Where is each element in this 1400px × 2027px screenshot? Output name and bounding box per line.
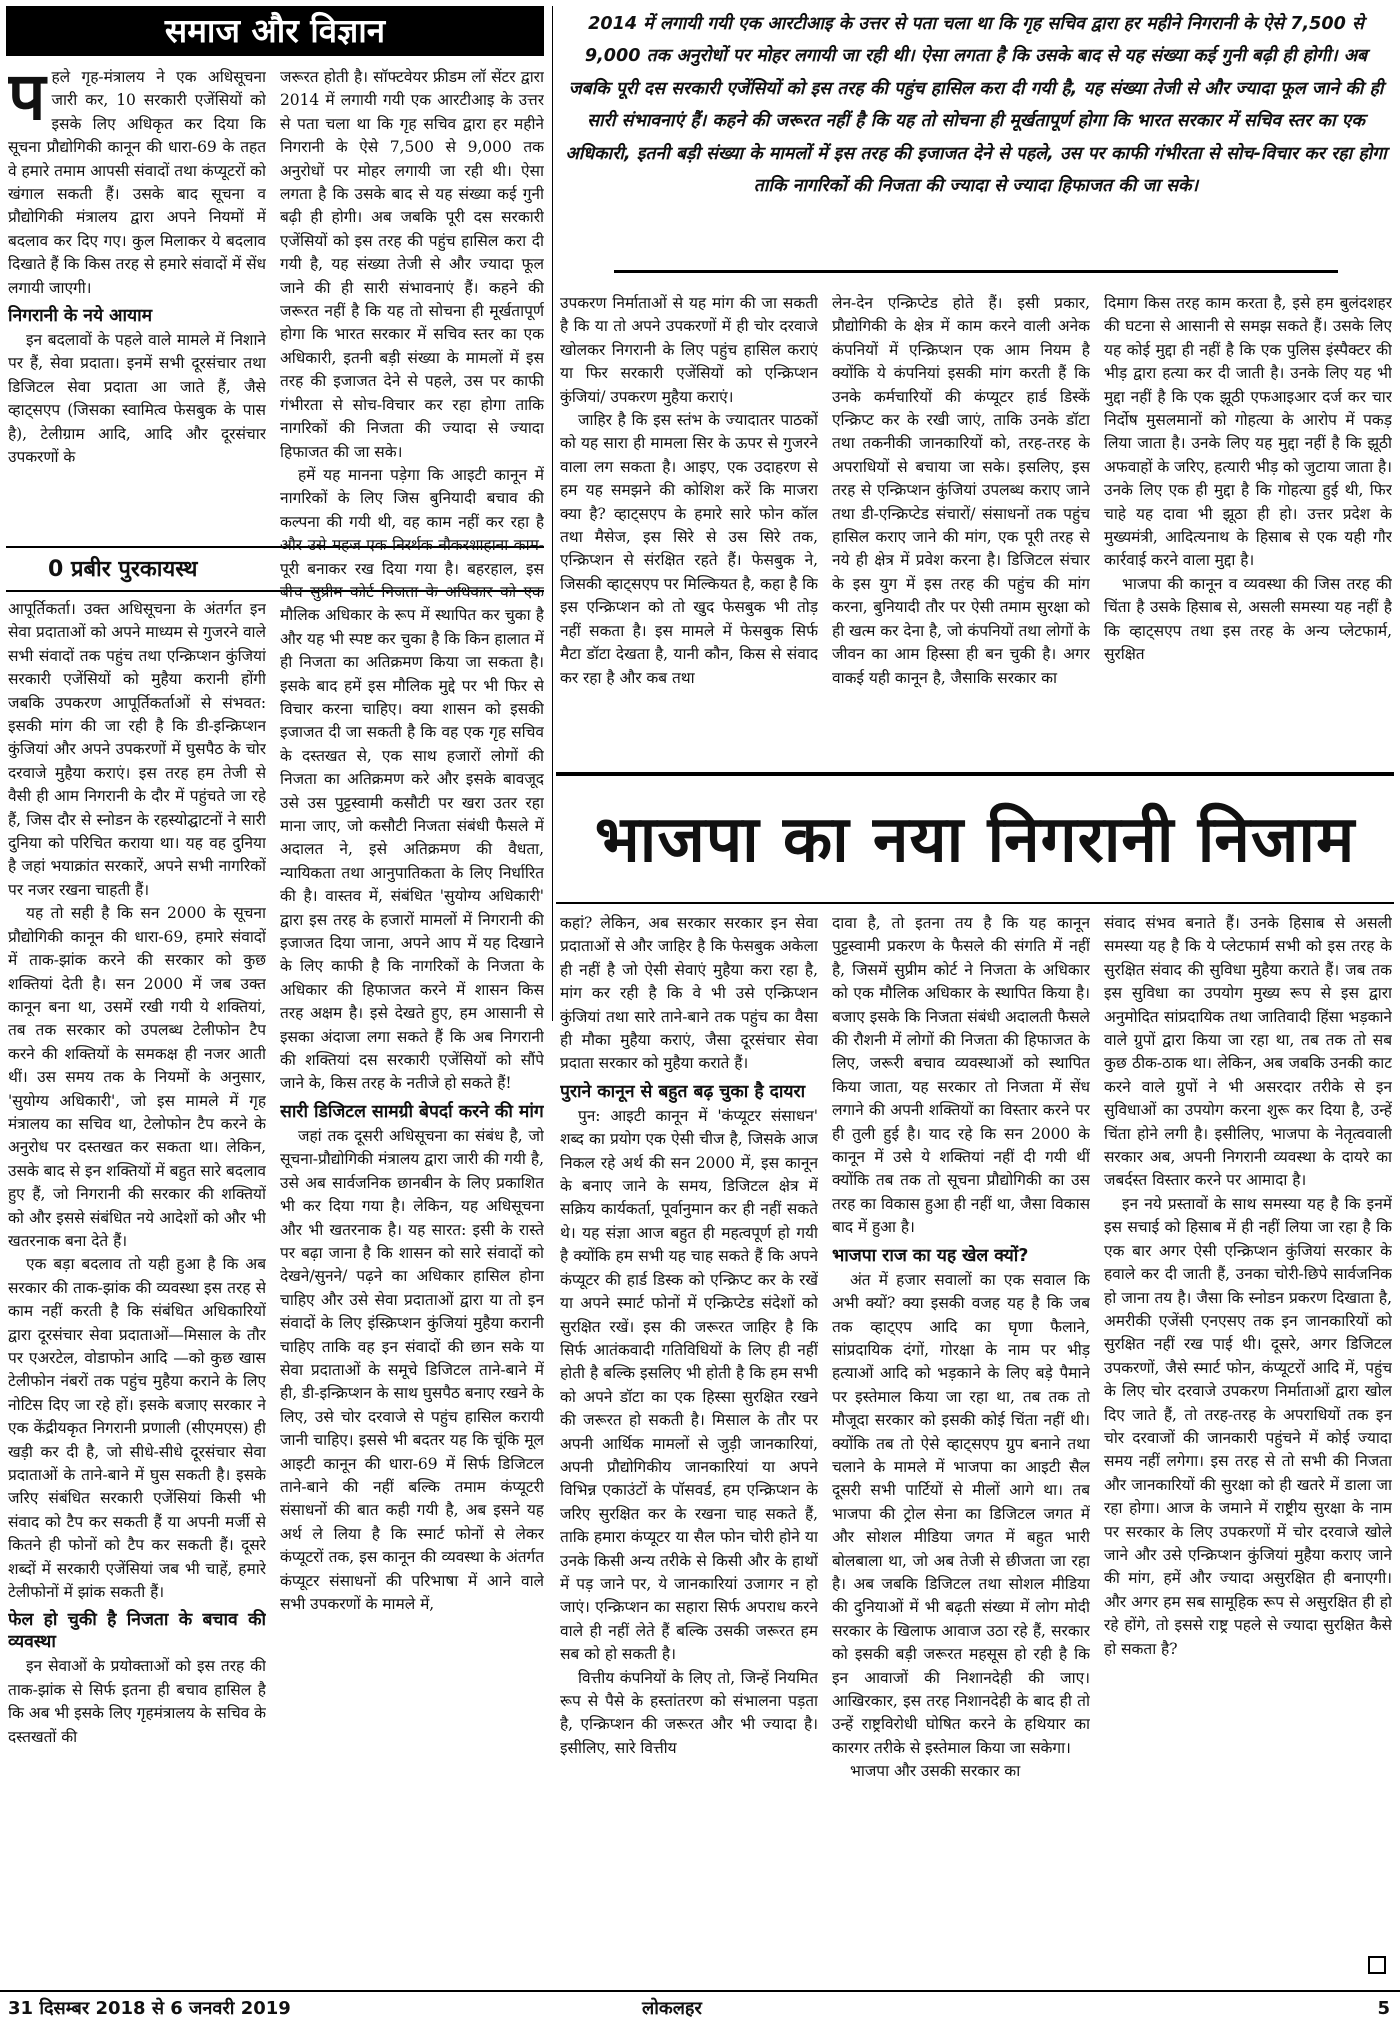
page-footer — [0, 1994, 1400, 2027]
paragraph: संवाद संभव बनाते हैं। उनके हिसाब से असली समस्या यह है कि ये प्लेटफार्म सभी को इस तरह के सुरक्षित संवाद की सुविधा मुहैया कराते हैं। जब तक इस सुविधा का उपयोग मुख्य रूप से इस द्वारा अनुमोदित सांप्रदायिक तथा जातिवादी हिंसा भड़काने वाले ग्रुपों द्वारा किया जा रहा था, तब तक तो सब कुछ ठीक-ठाक था। लेकिन, अब जबकि उनकी काट करने वाले ग्रुपों ने भी असरदार तरीके से इन सुविधाओं का उपयोग करना शुरू कर दिया है, उन्हें चिंता होने लगी है। इसीलिए, भाजपा के नेतृत्ववाली सरकार अब, अपनी निगरानी व्यवस्था के दायरे का जबर्दस्त विस्तार करने पर आमादा है। — [1104, 914, 1392, 1190]
paragraph: दिमाग किस तरह काम करता है, इसे हम बुलंदशहर की घटना से आसानी से समझ सकते हैं। उसके लिए यह कोई मुद्दा ही नहीं है कि एक पुलिस इंस्पैक्टर की भीड़ द्वारा हत्या कर दी जाती है। उनके लिए यह भी मुद्दा नहीं है कि एक झूठी एफआइआर दर्ज कर चार निर्दोष मुसलमानों को गोहत्या के आरोप में पकड़ लिया जाता है। उनके लिए यह मुद्दा नहीं है कि झूठी अफवाहों के जरिए, हत्यारी भीड़ को जुटाया जाता है। उनके लिए एक ही मुद्दा है कि गोहत्या हुई थी, फिर चाहे यह दावा भी झूठा ही हो। उत्तर प्रदेश के मुख्यमंत्री, आदित्यनाथ के हिसाब से एक यही गौर कार्रवाई करने वाला मुद्दा है। — [1104, 294, 1392, 570]
dropcap: प — [8, 66, 46, 135]
subheading: पुराने कानून से बहुत बढ़ चुका है दायरा — [560, 1081, 806, 1102]
byline: 0 प्रबीर पुरकायस्थ — [48, 557, 198, 582]
article-column-3-bottom — [560, 912, 818, 1988]
divider-rule — [556, 772, 1394, 776]
divider-rule — [556, 902, 1394, 904]
paragraph: यह तो सही है कि सन 2000 के सूचना प्रौद्योगिकी कानून की धारा-69, हमारे संवादों में ताक-झांक करने की सरकार को कुछ शक्तियां देती है। सन 2000 में जब उक्त कानून बना था, उसमें रखी गयी ये शक्तियां, तब तक सरकार को उपलब्ध टेलीफोन टैप करने की शक्तियों के समकक्ष ही नजर आती थीं। उस समय तक के नियमों के अनुसार, 'सुयोग्य अधिकारी', जो इस मामले में गृह मंत्रालय का सचिव था, टेलोफोन टैप करने के अनुरोध पर दस्तखत कर सकता था। लेकिन, उसके बाद से इन शक्तियों में बहुत सारे बदलाव हुए हैं, जो निगरानी की सरकार की शक्तियों को और इससे संबंधित नये आदेशों को और भी खतरनाक बना देते हैं। — [8, 904, 266, 1250]
paragraph: हमें यह मानना पड़ेगा कि आइटी कानून में नागरिकों के लिए जिस बुनियादी बचाव की कल्पना की गयी थी, वह काम नहीं कर रहा है और उसे महज एक निरर्थक नौकरशाहाना काम-पूरी बनाकर रख दिया गया है। बहरहाल, इस बीच सुप्रीम कोर्ट निजता के अधिकार को एक मौलिक अधिकार के रूप में स्थापित कर चुका है और यह भी स्पष्ट कर चुका है कि किन हालात में ही निजता का अतिक्रमण किया जा सकता है। इसके बाद हमें इस मौलिक मुद्दे पर भी फिर से विचार करना चाहिए। क्या शासन को इसकी इजाजत दी जा सकती है कि वह एक गृह सचिव के दस्तखत से, एक साथ हजारों लोगों की निजता का अतिक्रमण करे और इसके बावजूद उसे उस पुट्टस्वामी कसौटी पर खरा उतर रहा माना जाए, जो कसौटी निजता संबंधी फैसले में अदालत ने, इसे अतिक्रमण की वैधता, न्यायिकता तथा आनुपातिकता के लिए निर्धारित की है। वास्तव में, संबंधित 'सुयोग्य अधिकारी' द्वारा इस तरह के हजारों मामलों में निगरानी की इजाजत दिया जाना, अपने आप में यह दिखाने के लिए काफी है कि नागरिकों के निजता के अधिकार की हिफाजत करने में शासन किस तरह अक्षम है। इसे देखते हुए, हम आसानी से इसका अंदाजा लगा सकते हैं कि अब निगरानी की शक्तियां दस सरकारी एजेंसियों को सौंपे जाने के, किस तरह के नतीजे हो सकते हैं! — [280, 465, 544, 1093]
paragraph: उपकरण निर्माताओं से यह मांग की जा सकती है कि या तो अपने उपकरणों में ही चोर दरवाजे खोलकर निगरानी के लिए पहुंच हासिल कराएं या फिर सरकारी एजेंसियों को एन्क्रिप्शन कुंजियां/ उपकरण मुहैया कराएं। — [560, 294, 818, 406]
subheading: भाजपा राज का यह खेल क्यों? — [832, 1245, 1029, 1266]
paragraph: इन सेवाओं के प्रयोक्ताओं को इस तरह की ताक-झांक से सिर्फ इतना ही बचाव हासिल है कि अब भी इसके लिए गृहमंत्रालय के सचिव के दस्तखतों की — [8, 1657, 266, 1746]
article-column-1-top — [8, 66, 266, 542]
paragraph: वित्तीय कंपनियों के लिए तो, जिन्हें नियमित रूप से पैसे के हस्तांतरण को संभालना पड़ता है, एन्क्रिप्शन की जरूरत और भी ज्यादा है। इसीलिए, सारे वित्तीय — [560, 1668, 818, 1757]
paragraph: लेन-देन एन्क्रिप्टेड होते हैं। इसी प्रकार, प्रौद्योगिकी के क्षेत्र में काम करने वाली अनेक कंपनियों में एन्क्रिप्शन एक आम नियम है क्योंकि ये कंपनियां इसकी मांग करती हैं कि उनके कर्मचारियों की कंप्यूटर हार्ड डिस्कें एन्क्रिप्ट कर के रखी जाएं, ताकि उनके डॉटा तथा तकनीकी जानकारियों को, तरह-तरह के अपराधियों से बचाया जा सके। इसलिए, इस तरह से एन्क्रिप्शन कुंजियां उपलब्ध कराए जाने तथा डी-एन्क्रिप्टेड संचारों/ संसाधनों तक पहुंच हासिल कराए जाने की मांग, एक पूरी तरह से नये ही क्षेत्र में प्रवेश करना है। डिजिटल संचार के इस युग में इस तरह की पहुंच की मांग करना, बुनियादी तौर पर ऐसी तमाम सुरक्षा को ही खत्म कर देना है, जो कंपनियों तथा लोगों के जीवन का आम हिस्सा ही बन चुकी है। अगर वाकई यही कानून है, जैसाकि सरकार का — [832, 294, 1090, 687]
paragraph: आपूर्तिकर्ता। उक्त अधिसूचना के अंतर्गत इन सेवा प्रदाताओं को अपने माध्यम से गुजरने वाले सभी संवादों तक पहुंच तथा एन्क्रिप्शन कुंजियां सरकारी एजेंसियों को मुहैया करानी होंगी जबकि उपकरण आपूर्तिकर्ताओं से संभवत: इसकी मांग की जा रही है कि डी-इन्क्रिप्शन कुंजियां और अपने उपकरणों में घुसपैठ के चोर दरवाजे मुहैया कराएं। इस तरह हम तेजी से वैसी ही आम निगरानी के दौर में पहुंचते जा रहे हैं, जिस दौर से स्नोडन के रहस्योद्घाटनों ने सारी दुनिया को परिचित कराया था। यह वह दुनिया है जहां भयाक्रांत सरकारें, अपने सभी नागरिकों पर नजर रखना चाहती हैं। — [8, 600, 266, 899]
article-column-3-top — [560, 292, 818, 764]
paragraph: जहां तक दूसरी अधिसूचना का संबंध है, जो सूचना-प्रौद्योगिकी मंत्रालय द्वारा जारी की गयी है, उसे अब सार्वजनिक छानबीन के लिए प्रकाशित भी कर दिया गया है। लेकिन, यह अधिसूचना और भी खतरनाक है। यह सारत: इसी के रास्ते पर बढ़ा जाना है कि शासन को सारे संवादों को देखने/सुनने/ पढ़ने का अधिकार हासिल होना चाहिए और उसे सेवा प्रदाताओं द्वारा या तो इन संवादों के लिए इंस्क्रिप्शन कुंजियां मुहैया करानी चाहिए ताकि वह इन संवादों की छान सके या सेवा प्रदाताओं के समूचे डिजिटल ताने-बाने में ही, डी-इन्क्रिप्शन के साथ घुसपैठ बनाए रखने के लिए, उसे चोर दरवाजे से पहुंच हासिल करायी जानी चाहिए। इससे भी बदतर यह कि चूंकि मूल आइटी कानून की धारा-69 में सिर्फ डिजिटल ताने-बाने की नहीं बल्कि तमाम कंप्यूटरी संसाधनों की बात कही गयी है, अब इसने यह अर्थ ले लिया है कि स्मार्ट फोनों से लेकर कंप्यूटरों तक, इस कानून की व्यवस्था के अंतर्गत कंप्यूटर संसाधनों की परिभाषा में आने वाले सभी उपकरणों के मामले में, — [280, 1126, 544, 1613]
publication-name: लोकलहर — [642, 1998, 702, 2019]
article-column-5-bottom — [1104, 912, 1392, 1952]
article-column-4-top — [832, 292, 1090, 764]
pull-quote: 2014 में लगायी गयी एक आरटीआइ के उत्तर से पता चला था कि गृह सचिव द्वारा हर महीने निगरानी के ऐसे 7,500 से 9,000 तक अनुरोधों पर मोहर लगायी जा रही थी। ऐसा लगता है कि उसके बाद से यह संख्या कई गुनी बढ़ी ही होगी। अब जबकि पूरी दस सरकारी एजेंसियों को इस तरह की पहुंच हासिल करा दी गयी है, यह संख्या तेजी से और ज्यादा फूल जाने की ही सारी संभावनाएं हैं। कहने की जरूरत नहीं है कि यह तो सोचना ही मूर्खतापूर्ण होगा कि भारत सरकार में सचिव स्तर का एक अधिकारी, इतनी बड़ी संख्या के मामलों में इस तरह की इजाजत देने से पहले, उस पर काफी गंभीरता से सोच-विचार कर रहा होगा ताकि नागरिकों की निजता की ज्यादा से ज्यादा हिफाजत की जा सके। — [565, 14, 1387, 197]
paragraph: जाहिर है कि इस स्तंभ के ज्यादातर पाठकों को यह सारा ही मामला सिर के ऊपर से गुजरने वाला लग सकता है। आइए, एक उदाहरण से हम यह समझने की कोशिश करें कि माजरा क्या है? व्हाट्सएप के हमारे सारे फोन कॉल तथा मैसेज, इस सिरे से उस सिरे तक, एन्क्रिप्शन से संरक्षित रहते हैं। फेसबुक ने, जिसकी व्हाट्सएप पर मिल्कियत है, कहा है कि इस एन्क्रिप्शन को तो खुद फेसबुक भी तोड़ नहीं सकता है। इस मामले में फेसबुक सिर्फ मैटा डॉटा देखता है, यानी कौन, किस से संवाद कर रहा है और कब तथा — [560, 411, 818, 687]
page-number: 5 — [1377, 1998, 1390, 2019]
paragraph: अंत में हजार सवालों का एक सवाल कि अभी क्यों? क्या इसकी वजह यह है कि जब तक व्हाट्एप आदि का घृणा फैलाने, सांप्रदायिक दंगों, गोरक्षा के नाम पर भीड़ हत्याओं आदि को भड़काने के लिए बड़े पैमाने पर इस्तेमाल किया जा रहा था, तब तक तो मौजूदा सरकार को इसकी कोई चिंता नहीं थी। क्योंकि तब तो ऐसे व्हाट्सएप ग्रुप बनाने तथा चलाने के मामले में भाजपा का आइटी सैल दूसरी सभी पार्टियों से मीलों आगे था। तब भाजपा की ट्रोल सेना का डिजिटल जगत में और सोशल मीडिया जगत में बहुत भारी बोलबाला था, जो अब तेजी से छीजता जा रहा है। अब जबकि डिजिटल तथा सोशल मीडिया की दुनियाओं में भी बढ़ती संख्या में लोग मोदी सरकार के खिलाफ आवाज उठा रहे हैं, सरकार को इसकी बड़ी जरूरत महसूस हो रही है कि इन आवाजों की निशानदेही की जाए। आखिरकार, इस तरह निशानदेही के बाद ही तो उन्हें राष्ट्रविरोधी घोषित करने के हथियार का कारगर तरीके से इस्तेमाल किया जा सकेगा। — [832, 1270, 1090, 1757]
end-mark-icon — [1368, 1956, 1386, 1974]
footer-rule — [0, 1990, 1400, 1992]
subheading: निगरानी के नये आयाम — [8, 306, 152, 327]
paragraph: इन नये प्रस्तावों के साथ समस्या यह है कि इनमें इस सचाई को हिसाब में ही नहीं लिया जा रहा है कि एक बार अगर ऐसी एन्क्रिप्शन कुंजियां सरकार के हवाले कर दी जाती हैं, उनका चोरी-छिपे सार्वजनिक हो जाना तय है। जैसा कि स्नोडन प्रकरण दिखाता है, अमरीकी एजेंसी एनएसए तक इन जानकारियों को सुरक्षित नहीं रख पाई थी। दूसरे, अगर डिजिटल उपकरणों, जैसे स्मार्ट फोन, कंप्यूटरों आदि में, पहुंच के लिए चोर दरवाजे उपकरण निर्माताओं द्वारा खोल दिए जाते हैं, तो तरह-तरह के अपराधियों तक इन चोर दरवाजों की जानकारी पहुंचने में कोई ज्यादा समय नहीं लगेगा। इस तरह से तो सभी की निजता और जानकारियों की सुरक्षा को ही खतरे में डाला जा रहा होगा। आज के जमाने में राष्ट्रीय सुरक्षा के नाम पर सरकार के लिए उपकरणों में चोर दरवाजे खोले जाने और उसे एन्क्रिप्शन कुंजियां मुहैया कराए जाने की मांग, हमें और ज्यादा असुरक्षित ही बनाएगी। और अगर हम सब सामूहिक रूप से असुरक्षित ही हो रहे होंगे, तो इससे राष्ट्र पहले से ज्यादा सुरक्षित कैसे हो सकता है? — [1104, 1194, 1392, 1658]
paragraph: एक बड़ा बदलाव तो यही हुआ है कि अब सरकार की ताक-झांक की व्यवस्था इस तरह से काम नहीं करती है कि संबंधित अधिकारियों द्वारा दूरसंचार सेवा प्रदाताओं—मिसाल के तौर पर एअरटेल, वोडाफोन आदि —को कुछ खास टेलीफोन नंबरों तक पहुंच मुहैया कराने के लिए नोटिस दिए जा रहे हों। इसके बजाए सरकार ने एक केंद्रीयकृत निगरानी प्रणाली (सीएमएस) ही खड़ी कर दी है, जो सीधे-सीधे दूरसंचार सेवा प्रदाताओं के ताने-बाने में घुस सकती है। इसके जरिए संबंधित सरकारी एजेंसियां किसी भी संवाद को टैप कर सकती हैं या अपनी मर्जी से कितने ही फोनों को टैप कर सकती हैं। दूसरे शब्दों में सरकारी एजेंसियां जब भी चाहें, हमारे टेलीफोनों में झांक सकती हैं। — [8, 1255, 266, 1602]
subheading: सारी डिजिटल सामग्री बेपर्दा करने की मांग — [280, 1101, 544, 1122]
paragraph: जरूरत होती है। सॉफ्टवेयर फ्रीडम लॉ सेंटर द्वारा 2014 में लगायी गयी एक आरटीआइ के उत्तर से पता चला था कि गृह सचिव द्वारा हर महीने निगरानी के ऐसे 7,500 से 9,000 तक अनुरोधों पर मोहर लगायी जा रही थी। ऐसा लगता है कि उसके बाद से यह संख्या कई गुनी बढ़ी ही होगी। अब जबकि पूरी दस सरकारी एजेंसियों को इस तरह की पहुंच हासिल करा दी गयी है, यह संख्या तेजी से और ज्यादा फूल जाने की ही सारी संभावनाएं हैं। कहने की जरूरत नहीं है कि यह तो सोचना ही मूर्खतापूर्ण होगा कि भारत सरकार में सचिव स्तर का एक अधिकारी, इतनी बड़ी संख्या के मामलों में इस तरह की इजाजत देने से पहले, उस पर काफी गंभीरता से सोच-विचार कर रहा होगा ताकि नागरिकों की निजता की ज्यादा से ज्यादा हिफाजत की जा सके। — [280, 68, 544, 461]
column-divider — [552, 6, 553, 1021]
divider-rule — [614, 270, 1338, 273]
article-column-5-top — [1104, 292, 1392, 764]
paragraph: कहां? लेकिन, अब सरकार सरकार इन सेवा प्रदाताओं से और जाहिर है कि फेसबुक अकेला ही नहीं है जो ऐसी सेवाएं मुहैया करा रहा है, मांग कर रही है कि वे भी उसे एन्क्रिप्शन कुंजियां तथा सारे ताने-बाने तक पहुंच का वैसा ही मौका मुहैया कराएं, जैसा दूरसंचार सेवा प्रदाता सरकार को मुहैया कराते हैं। — [560, 914, 818, 1073]
headline: भाजपा का नया निगरानी निजाम — [594, 803, 1356, 877]
section-banner: समाज और विज्ञान — [6, 6, 544, 56]
article-column-4-bottom — [832, 912, 1090, 1988]
paragraph: पुन: आइटी कानून में 'कंप्यूटर संसाधन' शब्द का प्रयोग एक ऐसी चीज है, जिसके आज निकल रहे अर्थ की सन 2000 में, इस कानून के बनाए जाने के समय, डिजिटल क्षेत्र में सक्रिय कार्यकर्ता, पूर्वानुमान कर ही नहीं सकते थे। यह संज्ञा आज बहुत ही महत्वपूर्ण हो गयी है क्योंकि हम सभी यह चाह सकते हैं कि अपने कंप्यूटर की हार्ड डिस्क को एन्क्रिप्ट कर के रखें या अपने स्मार्ट फोनों में एन्क्रिप्टेड संदेशों को सुरक्षित रखें। इस की जरूरत जाहिर है कि सिर्फ आतंकवादी गतिविधियों के लिए ही नहीं होती है बल्कि इसलिए भी होती है कि हम सभी को अपने डॉटा का एक हिस्सा सुरक्षित रखने की जरूरत हो सकती है। मिसाल के तौर पर अपनी आर्थिक मामलों से जुड़ी जानकारियां, अपनी प्रौद्योगिकीय जानकारियां या अपने विभिन्न एकाउंटों के पॉसवर्ड, हम एन्क्रिप्शन के जरिए सुरक्षित कर के रखना चाह सकते हैं, ताकि हमारा कंप्यूटर या सैल फोन चोरी होने या उनके किसी अन्य तरीके से किसी और के हाथों में पड़ जाने पर, ये जानकारियां उजागर न हो जाएं। एन्क्रिप्शन का सहारा सिर्फ अपराध करने वाले ही नहीं लेते हैं बल्कि उसकी जरूरत हम सब को हो सकती है। — [560, 1106, 818, 1664]
article-column-1-bottom — [8, 598, 266, 1988]
paragraph: भाजपा की कानून व व्यवस्था की जिस तरह की चिंता है उसके हिसाब से, असली समस्या यह नहीं है कि व्हाट्सएप तथा इस तरह के अन्य प्लेटफार्म, सुरक्षित — [1104, 574, 1392, 664]
paragraph: हले गृह-मंत्रालय ने एक अधिसूचना जारी कर, 10 सरकारी एजेंसियों को इसके लिए अधिकृत कर दिया कि सूचना प्रौद्योगिकी कानून की धारा-69 के तहत वे हमारे तमाम आपसी संवादों तथा कंप्यूटरों को खंगाल सकती हैं। उसके बाद सूचना व प्रौद्योगिकी मंत्रालय द्वारा अपने नियमों में बदलाव कर दिए गए। कुल मिलाकर ये बदलाव दिखाते हैं कि किस तरह से हमारे संवादों में सेंध लगायी जाएगी। — [8, 68, 266, 297]
subheading: फेल हो चुकी है निजता के बचाव की व्यवस्था — [8, 1610, 266, 1653]
paragraph: दावा है, तो इतना तय है कि यह कानून पुट्टस्वामी प्रकरण के फैसले की संगति में नहीं है, जिसमें सुप्रीम कोर्ट ने निजता के अधिकार को एक मौलिक अधिकार के स्थापित किया है। बजाए इसके कि निजता संबंधी अदालती फैसले की रौशनी में लोगों की निजता की हिफाजत के लिए, जरूरी बचाव व्यवस्थाओं को स्थापित किया जाता, यह सरकार तो निजता में सेंध लगाने की अपनी शक्तियों का विस्तार करने पर ही तुली हुई है। याद रहे कि सन 2000 के कानून में उसे ये शक्तियां नहीं दी गयी थीं क्योंकि तब तक तो सूचना प्रौद्योगिकी का उस तरह का विकास हुआ ही नहीं था, जैसा विकास बाद में हुआ है। — [832, 914, 1090, 1237]
paragraph: भाजपा और उसकी सरकार का — [850, 1762, 1021, 1781]
article-column-2 — [280, 66, 544, 1988]
paragraph: इन बदलावों के पहले वाले मामले में निशाने पर हैं, सेवा प्रदाता। इनमें सभी दूरसंचार तथा डिजिटल सेवा प्रदाता आ जाते हैं, जैसे व्हाट्सएप (जिसका स्वामित्व फेसबुक के पास है), टेलीग्राम आदि, आदि और दूरसंचार उपकरणों के — [8, 331, 266, 467]
issue-date: 31 दिसम्बर 2018 से 6 जनवरी 2019 — [8, 1998, 291, 2019]
